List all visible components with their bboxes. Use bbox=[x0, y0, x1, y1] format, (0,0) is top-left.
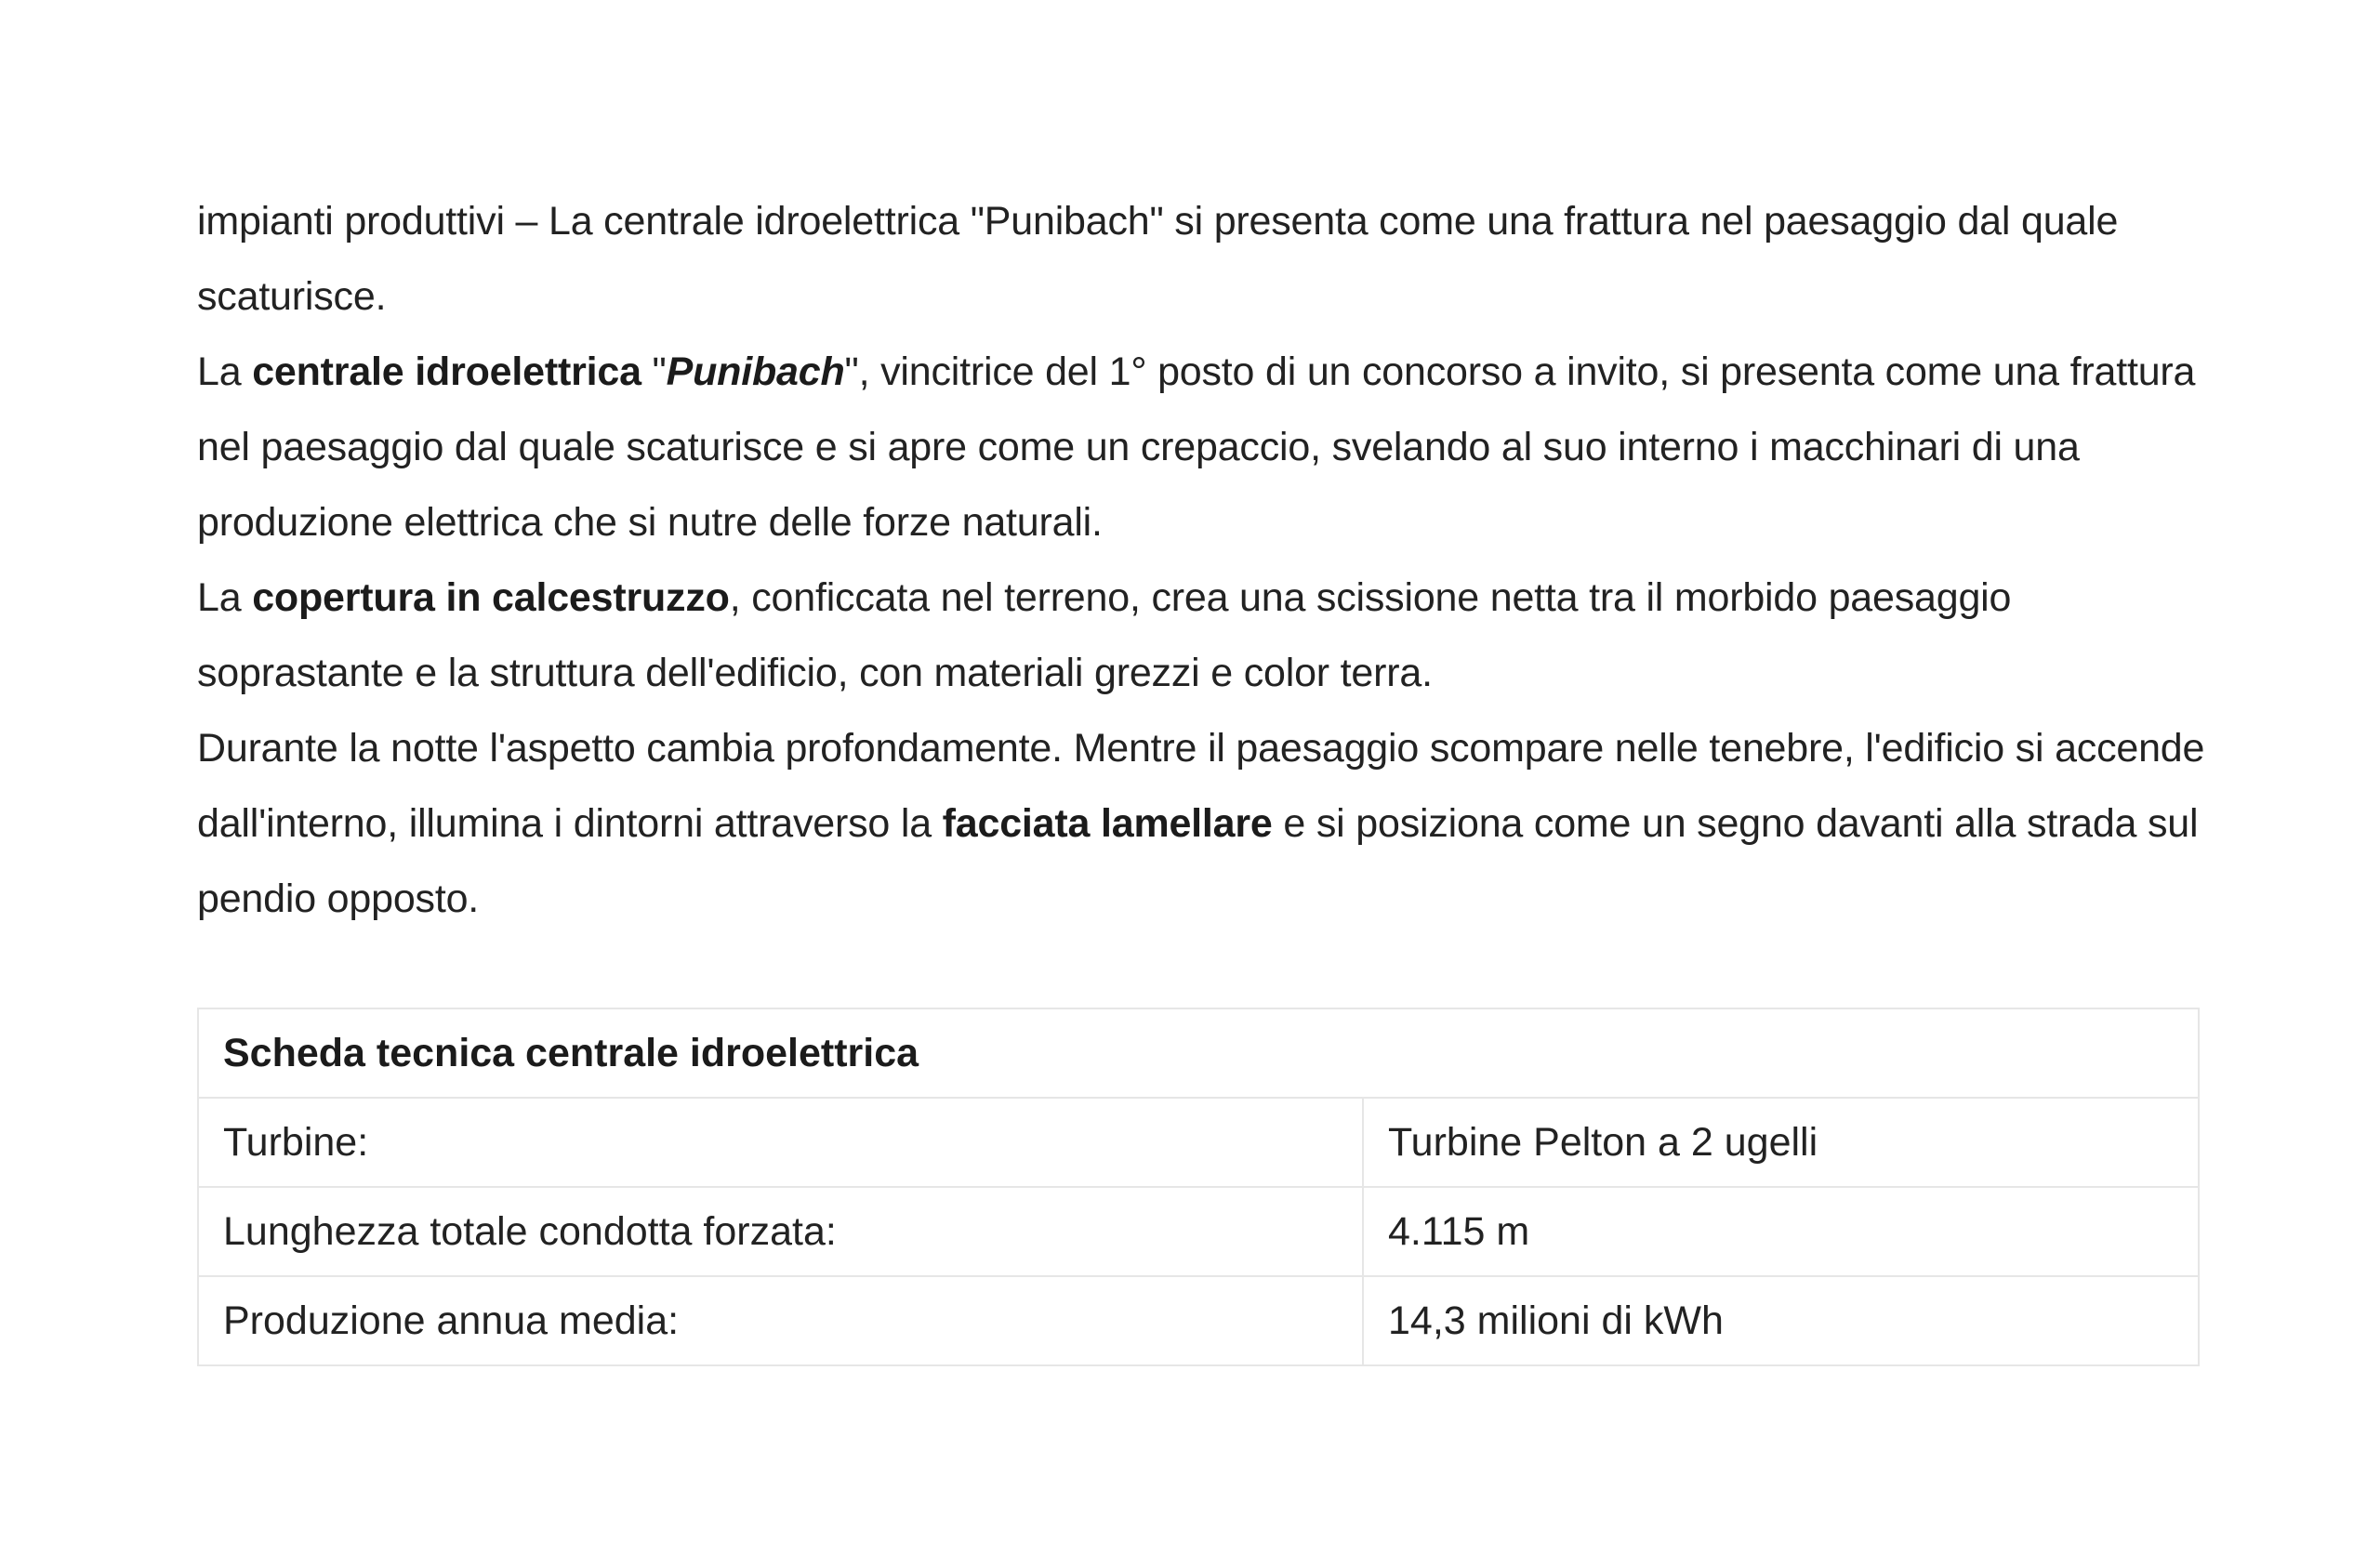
spec-table-title: Scheda tecnica centrale idroelettrica bbox=[198, 1008, 2199, 1098]
spec-label-produzione: Produzione annua media: bbox=[198, 1276, 1363, 1365]
bold-centrale-idroelettrica: centrale idroelettrica bbox=[252, 349, 641, 394]
paragraph-copertura: La copertura in calcestruzzo, conficcata nel terreno, crea una scissione netta tra il morbido paesaggio soprastante e la struttura dell'edificio, con materiali grezzi e color terra. bbox=[197, 575, 2012, 695]
bold-facciata-lamellare: facciata lamellare bbox=[942, 801, 1273, 846]
spec-value-produzione: 14,3 milioni di kWh bbox=[1363, 1276, 2199, 1365]
bold-italic-punibach: Punibach bbox=[666, 349, 845, 394]
paragraph-centrale: La centrale idroelettrica "Punibach", vincitrice del 1° posto di un concorso a invito, si presenta come una frattura nel paesaggio dal quale scaturisce e si apre come un crepaccio, svelando al suo interno i macchinari di una produzione elettrica che si nutre delle forze naturali. bbox=[197, 349, 2196, 545]
table-row bbox=[198, 1098, 2199, 1187]
table-row bbox=[198, 1276, 2199, 1365]
paragraph-notte: Durante la notte l'aspetto cambia profondamente. Mentre il paesaggio scompare nelle tenebre, l'edificio si accende dall'interno, illumina i dintorni attraverso la facciata lamellare e si posiziona come un segno davanti alla strada sul pendio opposto. bbox=[197, 726, 2205, 921]
spec-value-condotta: 4.115 m bbox=[1363, 1187, 2199, 1276]
paragraph-intro: impianti produttivi – La centrale idroelettrica "Punibach" si presenta come una frattura nel paesaggio dal quale scaturisce. bbox=[197, 199, 2119, 319]
table-row bbox=[198, 1187, 2199, 1276]
spec-label-turbine: Turbine: bbox=[198, 1098, 1363, 1187]
spec-table-header-row bbox=[198, 1008, 2199, 1098]
spec-value-turbine: Turbine Pelton a 2 ugelli bbox=[1363, 1098, 2199, 1187]
article-body bbox=[197, 184, 2205, 937]
bold-copertura-calcestruzzo: copertura in calcestruzzo bbox=[252, 575, 730, 620]
spec-table bbox=[197, 1008, 2200, 1366]
spec-label-condotta: Lunghezza totale condotta forzata: bbox=[198, 1187, 1363, 1276]
